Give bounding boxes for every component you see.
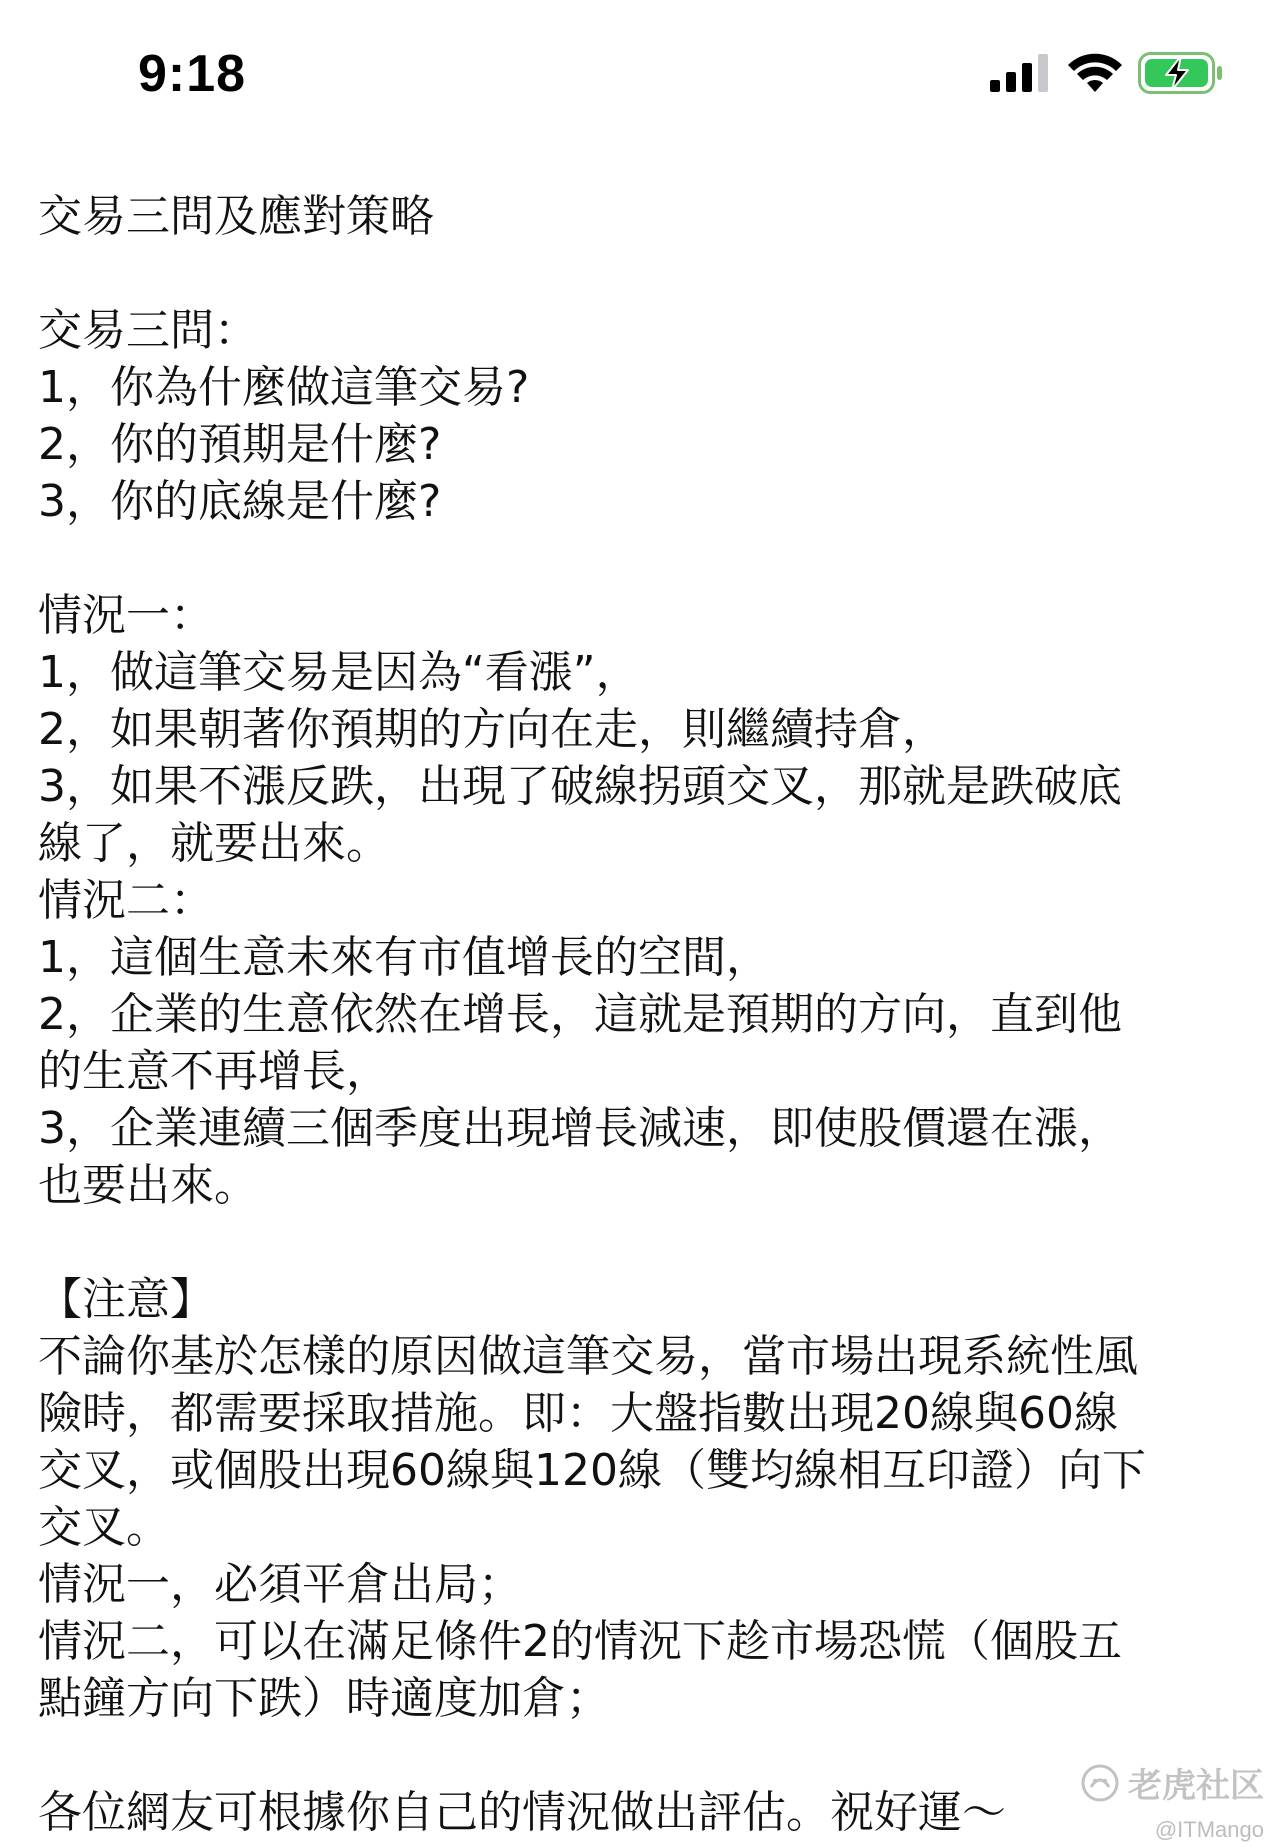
- note-line: 1，你為什麼做這筆交易?: [38, 362, 530, 413]
- note-line: 3，企業連續三個季度出現增長減速，即使股價還在漲，: [38, 1103, 1122, 1154]
- note-line: 也要出來。: [38, 1160, 258, 1211]
- note-line: 3，如果不漲反跌，出現了破線拐頭交叉，那就是跌破底: [38, 761, 1122, 812]
- status-bar: [0, 0, 1284, 150]
- section-heading: 交易三問：: [38, 305, 258, 356]
- note-title: 交易三問及應對策略: [38, 191, 434, 242]
- note-line: 情況二，可以在滿足條件2的情況下趁市場恐慌（個股五: [38, 1616, 1122, 1667]
- note-line: 點鐘方向下跌）時適度加倉；: [38, 1673, 610, 1724]
- note-line: 情況一，必須平倉出局；: [38, 1559, 522, 1610]
- blank-line: [38, 1727, 1248, 1784]
- note-line: 3，你的底線是什麼?: [38, 476, 442, 527]
- section-heading: 【注意】: [38, 1274, 214, 1325]
- note-line: 各位網友可根據你自己的情況做出評估。祝好運～: [38, 1787, 1006, 1838]
- watermark: [1080, 1758, 1264, 1843]
- note-line: 1，這個生意未來有市值增長的空間，: [38, 932, 770, 983]
- section-heading: 情況一：: [38, 590, 214, 641]
- note-line: 2，你的預期是什麼?: [38, 419, 442, 470]
- note-line: 的生意不再增長，: [38, 1046, 390, 1097]
- watermark-brand: 老虎社区: [1128, 1766, 1264, 1806]
- note-line: 交叉。: [38, 1502, 170, 1553]
- section-heading: 情況二：: [38, 875, 214, 926]
- watermark-brand-row: [1080, 1758, 1264, 1807]
- note-body: [38, 188, 1248, 1841]
- note-line: 1，做這筆交易是因為“看漲”，: [38, 647, 640, 698]
- note-line: 險時，都需要採取措施。即：大盤指數出現20線與60線: [38, 1388, 1118, 1439]
- watermark-handle: @ITMango: [1154, 1817, 1264, 1842]
- blank-line: [38, 1214, 1248, 1271]
- note-line: 交叉，或個股出現60線與120線（雙均線相互印證）向下: [38, 1445, 1146, 1496]
- wifi-icon: [1066, 52, 1124, 94]
- cellular-signal-icon: [990, 54, 1050, 92]
- note-line: 2，企業的生意依然在增長，這就是預期的方向，直到他: [38, 989, 1122, 1040]
- note-line: 線了，就要出來。: [38, 818, 390, 869]
- status-time: 9:18: [138, 45, 247, 103]
- battery-charging-icon: [1138, 52, 1224, 94]
- note-line: 不論你基於怎樣的原因做這筆交易，當市場出現系統性風: [38, 1331, 1138, 1382]
- blank-line: [38, 530, 1248, 587]
- note-line: 2，如果朝著你預期的方向在走，則繼續持倉，: [38, 704, 946, 755]
- tiger-community-logo-icon: [1080, 1763, 1120, 1803]
- blank-line: [38, 245, 1248, 302]
